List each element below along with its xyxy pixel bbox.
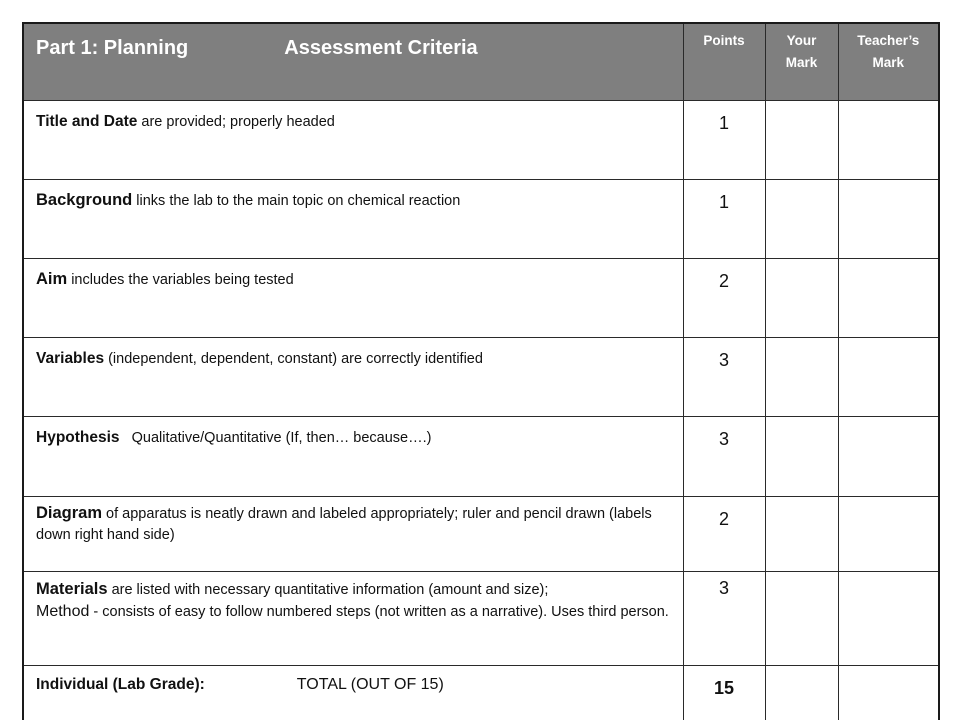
- teacher-mark-cell[interactable]: [838, 497, 939, 572]
- table-row: [23, 180, 939, 259]
- your-mark-header-line1: Your: [786, 33, 817, 48]
- criterion-text: of apparatus is neatly drawn and labeled appropriately; ruler and pencil drawn (labels down right hand side): [36, 506, 652, 543]
- total-row-label: Individual (Lab Grade):: [36, 676, 205, 693]
- table-header-row: [23, 23, 939, 101]
- criterion-cell: [23, 101, 683, 180]
- teacher-total-mark-cell[interactable]: [838, 666, 939, 720]
- your-mark-cell[interactable]: [765, 259, 838, 338]
- total-row: [23, 666, 939, 720]
- header-title-cell: [23, 23, 683, 101]
- total-points-cell: 15: [683, 666, 765, 720]
- points-cell: 1: [683, 180, 765, 259]
- criterion-cell: [23, 180, 683, 259]
- teacher-mark-cell[interactable]: [838, 572, 939, 666]
- your-mark-cell[interactable]: [765, 180, 838, 259]
- your-mark-cell[interactable]: [765, 572, 838, 666]
- teacher-mark-cell[interactable]: [838, 417, 939, 497]
- criterion-text: Qualitative/Quantitative (If, then… because….): [119, 430, 432, 446]
- points-header-label: Points: [703, 33, 745, 48]
- your-total-mark-cell[interactable]: [765, 666, 838, 720]
- criterion-cell: [23, 497, 683, 572]
- criterion-text: are provided; properly headed: [137, 114, 335, 130]
- assessment-rubric-table: [22, 22, 940, 720]
- criterion-key: Diagram: [36, 504, 103, 522]
- your-mark-column-header: [765, 23, 838, 101]
- criterion-text: includes the variables being tested: [67, 272, 294, 288]
- criterion-text: are listed with necessary quantitative information (amount and size);: [107, 582, 549, 598]
- criterion-cell: [23, 417, 683, 497]
- teacher-mark-cell[interactable]: [838, 101, 939, 180]
- table-row: [23, 417, 939, 497]
- criterion-key: Hypothesis: [36, 429, 120, 446]
- part-label: Part 1: Planning: [36, 37, 189, 59]
- table-row: [23, 338, 939, 417]
- criterion-cell: [23, 338, 683, 417]
- teacher-mark-header-line2: Mark: [872, 55, 904, 70]
- table-row: [23, 259, 939, 338]
- teacher-mark-column-header: [838, 23, 939, 101]
- total-label-cell: [23, 666, 683, 720]
- criterion-cell: [23, 572, 683, 666]
- points-cell: 2: [683, 497, 765, 572]
- criterion-key: Background: [36, 191, 133, 209]
- teacher-mark-cell[interactable]: [838, 338, 939, 417]
- criterion-key: Aim: [36, 270, 68, 288]
- your-mark-header-line2: Mark: [785, 55, 818, 70]
- criterion-cell: [23, 259, 683, 338]
- criterion-key: Title and Date: [36, 113, 138, 130]
- criterion-key: Variables: [36, 350, 105, 367]
- criterion-text: (independent, dependent, constant) are correctly identified: [104, 351, 483, 367]
- points-cell: 3: [683, 572, 765, 666]
- your-mark-cell[interactable]: [765, 497, 838, 572]
- method-key: Method: [36, 603, 90, 620]
- method-text: - consists of easy to follow numbered steps (not written as a narrative). Uses third person.: [89, 604, 669, 620]
- points-cell: 2: [683, 259, 765, 338]
- criteria-label: Assessment Criteria: [284, 37, 478, 59]
- points-cell: 1: [683, 101, 765, 180]
- criterion-key: Materials: [36, 580, 108, 598]
- teacher-mark-cell[interactable]: [838, 180, 939, 259]
- your-mark-cell[interactable]: [765, 101, 838, 180]
- points-column-header: [683, 23, 765, 101]
- table-row: [23, 497, 939, 572]
- points-cell: 3: [683, 338, 765, 417]
- criterion-text: links the lab to the main topic on chemical reaction: [132, 193, 461, 209]
- total-text: TOTAL (OUT OF 15): [296, 676, 444, 693]
- table-row: [23, 101, 939, 180]
- teacher-mark-cell[interactable]: [838, 259, 939, 338]
- your-mark-cell[interactable]: [765, 338, 838, 417]
- points-cell: 3: [683, 417, 765, 497]
- your-mark-cell[interactable]: [765, 417, 838, 497]
- table-row: [23, 572, 939, 666]
- teacher-mark-header-line1: Teacher’s: [857, 33, 920, 48]
